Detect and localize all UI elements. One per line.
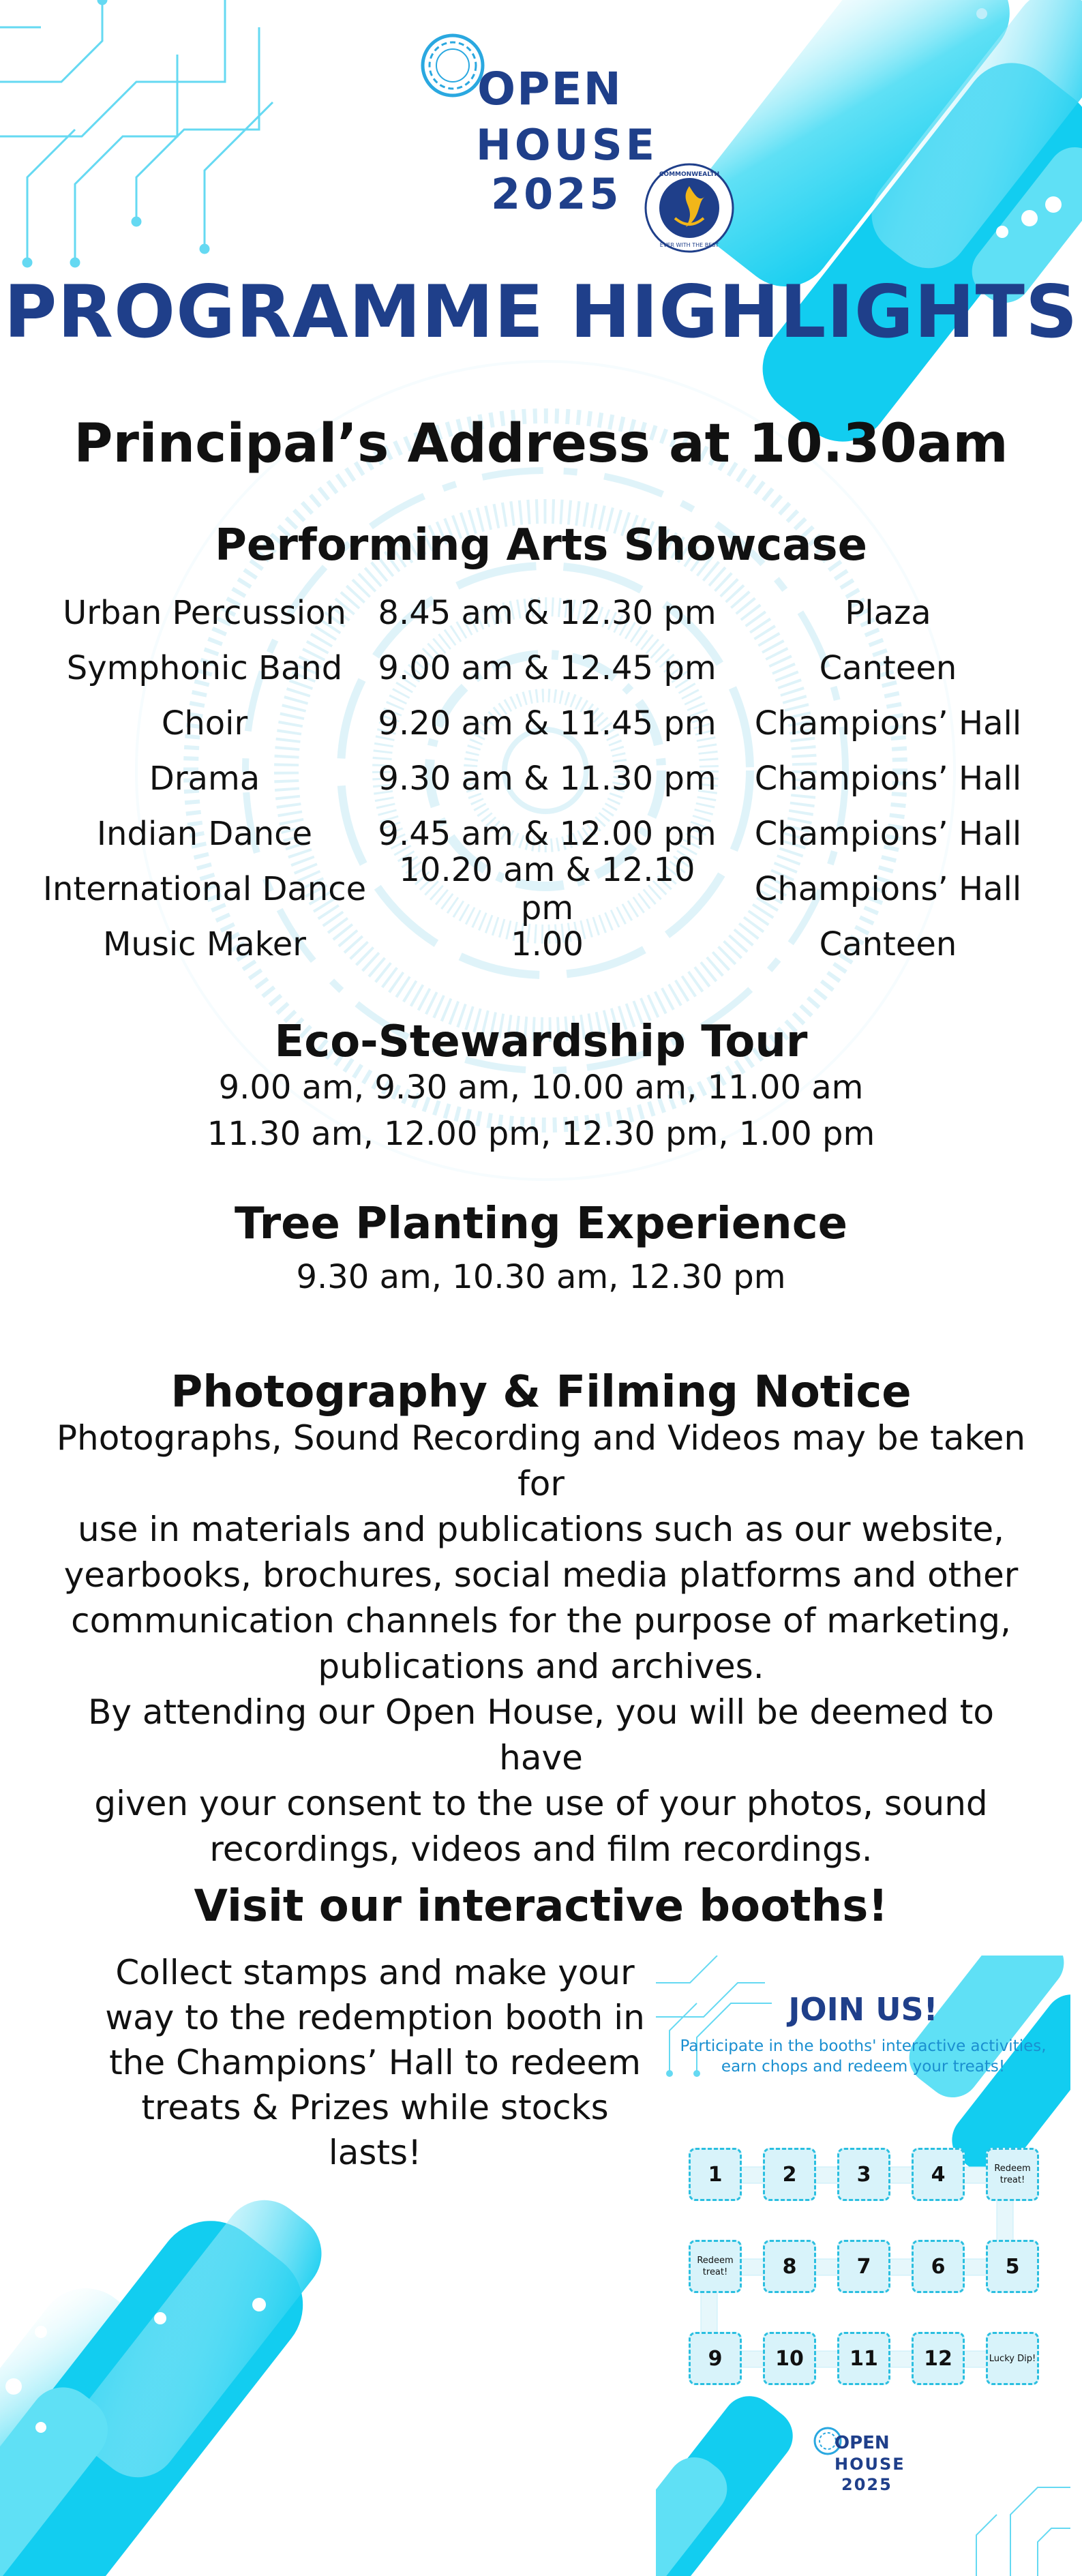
notice-line: communication channels for the purpose of marketing, — [71, 1601, 1011, 1641]
table-row — [41, 751, 1050, 806]
booth-line: way to the redemption booth in — [105, 1998, 645, 2037]
logo-house: HOUSE — [476, 120, 658, 170]
notice-line: Photographs, Sound Recording and Videos may be taken for — [56, 1418, 1026, 1503]
act-time: 9.30 am & 11.30 pm — [378, 759, 717, 798]
act-name: Indian Dance — [96, 814, 313, 853]
poster-logo-open: OPEN — [835, 2433, 890, 2453]
act-venue: Canteen — [819, 925, 957, 963]
school-crest-icon — [644, 162, 735, 254]
act-time: 9.45 am & 12.00 pm — [378, 814, 717, 853]
booth-line: the Champions’ Hall to redeem — [109, 2043, 641, 2082]
stamp-cell: 5 — [986, 2240, 1039, 2293]
act-venue: Canteen — [819, 648, 957, 687]
booth-line: Collect stamps and make your — [115, 1953, 635, 1992]
logo-open: OPEN — [477, 63, 622, 115]
booth-line: treats & Prizes while stocks lasts! — [141, 2088, 609, 2172]
page-title: PROGRAMME HIGHLIGHTS — [3, 270, 1079, 354]
poster-logo-house: HOUSE — [835, 2455, 905, 2474]
stamp-cell: 3 — [837, 2148, 890, 2201]
act-name: Music Maker — [102, 925, 306, 963]
act-time: 10.20 am & 12.10 pm — [399, 850, 695, 927]
photo-notice-para1 — [55, 1416, 1027, 1690]
stamp-cell: 1 — [689, 2148, 742, 2201]
stamp-cell: 7 — [837, 2240, 890, 2293]
stamp-cell: 6 — [912, 2240, 965, 2293]
stamp-cell: 12 — [912, 2332, 965, 2385]
notice-line: By attending our Open House, you will be deemed to have — [88, 1692, 994, 1778]
act-venue: Champions’ Hall — [754, 814, 1022, 853]
act-name: Urban Percussion — [63, 593, 346, 632]
act-name: Choir — [161, 704, 248, 743]
stamp-cell: Redeem treat! — [986, 2148, 1039, 2201]
poster-subtitle-line: Participate in the booths' interactive activities, — [680, 2037, 1047, 2055]
stamp-cell: 8 — [763, 2240, 816, 2293]
principal-address: Principal’s Address at 10.30am — [74, 413, 1008, 475]
table-row — [41, 640, 1050, 695]
stamp-cell: 4 — [912, 2148, 965, 2201]
table-row — [41, 695, 1050, 751]
stamp-cell: 10 — [763, 2332, 816, 2385]
table-row — [41, 916, 1050, 972]
act-name: International Dance — [42, 869, 367, 908]
act-time: 1.00 — [511, 925, 584, 963]
table-row — [41, 850, 1050, 927]
circuit-top-left — [0, 0, 273, 267]
table-row — [41, 585, 1050, 640]
stamp-cell: Redeem treat! — [689, 2240, 742, 2293]
tree-heading: Tree Planting Experience — [234, 1199, 848, 1249]
notice-line: recordings, videos and film recordings. — [209, 1829, 873, 1869]
logo-year: 2025 — [491, 169, 622, 219]
stamp-cell: 2 — [763, 2148, 816, 2201]
notice-line: given your consent to the use of your photos, sound — [94, 1784, 988, 1823]
logo-o-icon — [419, 31, 487, 100]
eco-heading: Eco-Stewardship Tour — [274, 1017, 808, 1067]
poster-logo-year: 2025 — [841, 2475, 892, 2494]
act-name: Symphonic Band — [66, 648, 343, 687]
bars-bottom-left — [0, 2184, 338, 2576]
stamp-cell: 11 — [837, 2332, 890, 2385]
act-name: Drama — [149, 759, 260, 798]
act-time: 9.20 am & 11.45 pm — [378, 704, 717, 743]
svg-text:EVER WITH THE BEST: EVER WITH THE BEST — [659, 242, 719, 248]
act-venue: Champions’ Hall — [754, 869, 1022, 908]
act-time: 9.00 am & 12.45 pm — [378, 648, 717, 687]
photo-notice-para2 — [55, 1690, 1027, 1872]
act-time: 8.45 am & 12.30 pm — [378, 593, 717, 632]
act-venue: Champions’ Hall — [754, 759, 1022, 798]
booths-heading: Visit our interactive booths! — [194, 1881, 888, 1932]
notice-line: publications and archives. — [318, 1647, 764, 1686]
tree-times: 9.30 am, 10.30 am, 12.30 pm — [296, 1258, 786, 1296]
poster-title: JOIN US! — [788, 1991, 938, 2028]
photo-heading: Photography & Filming Notice — [170, 1367, 912, 1418]
performing-heading: Performing Arts Showcase — [215, 520, 867, 571]
booths-description — [102, 1950, 648, 2175]
act-venue: Plaza — [845, 593, 931, 632]
poster-subtitle-line: earn chops and redeem your treats! — [721, 2058, 1006, 2076]
join-us-poster — [656, 1956, 1070, 2576]
stamp-cell: 9 — [689, 2332, 742, 2385]
notice-line: use in materials and publications such as our website, — [78, 1510, 1004, 1549]
svg-text:COMMONWEALTH: COMMONWEALTH — [659, 171, 720, 178]
bars-top-right — [676, 0, 1082, 461]
eco-times-line2: 11.30 am, 12.00 pm, 12.30 pm, 1.00 pm — [207, 1115, 875, 1153]
poster-subtitle — [670, 2036, 1057, 2077]
stamp-cell: Lucky Dip! — [986, 2332, 1039, 2385]
notice-line: yearbooks, brochures, social media platforms and other — [63, 1555, 1019, 1595]
eco-times-line1: 9.00 am, 9.30 am, 10.00 am, 11.00 am — [218, 1068, 864, 1107]
performing-table — [41, 585, 1050, 972]
act-venue: Champions’ Hall — [754, 704, 1022, 743]
